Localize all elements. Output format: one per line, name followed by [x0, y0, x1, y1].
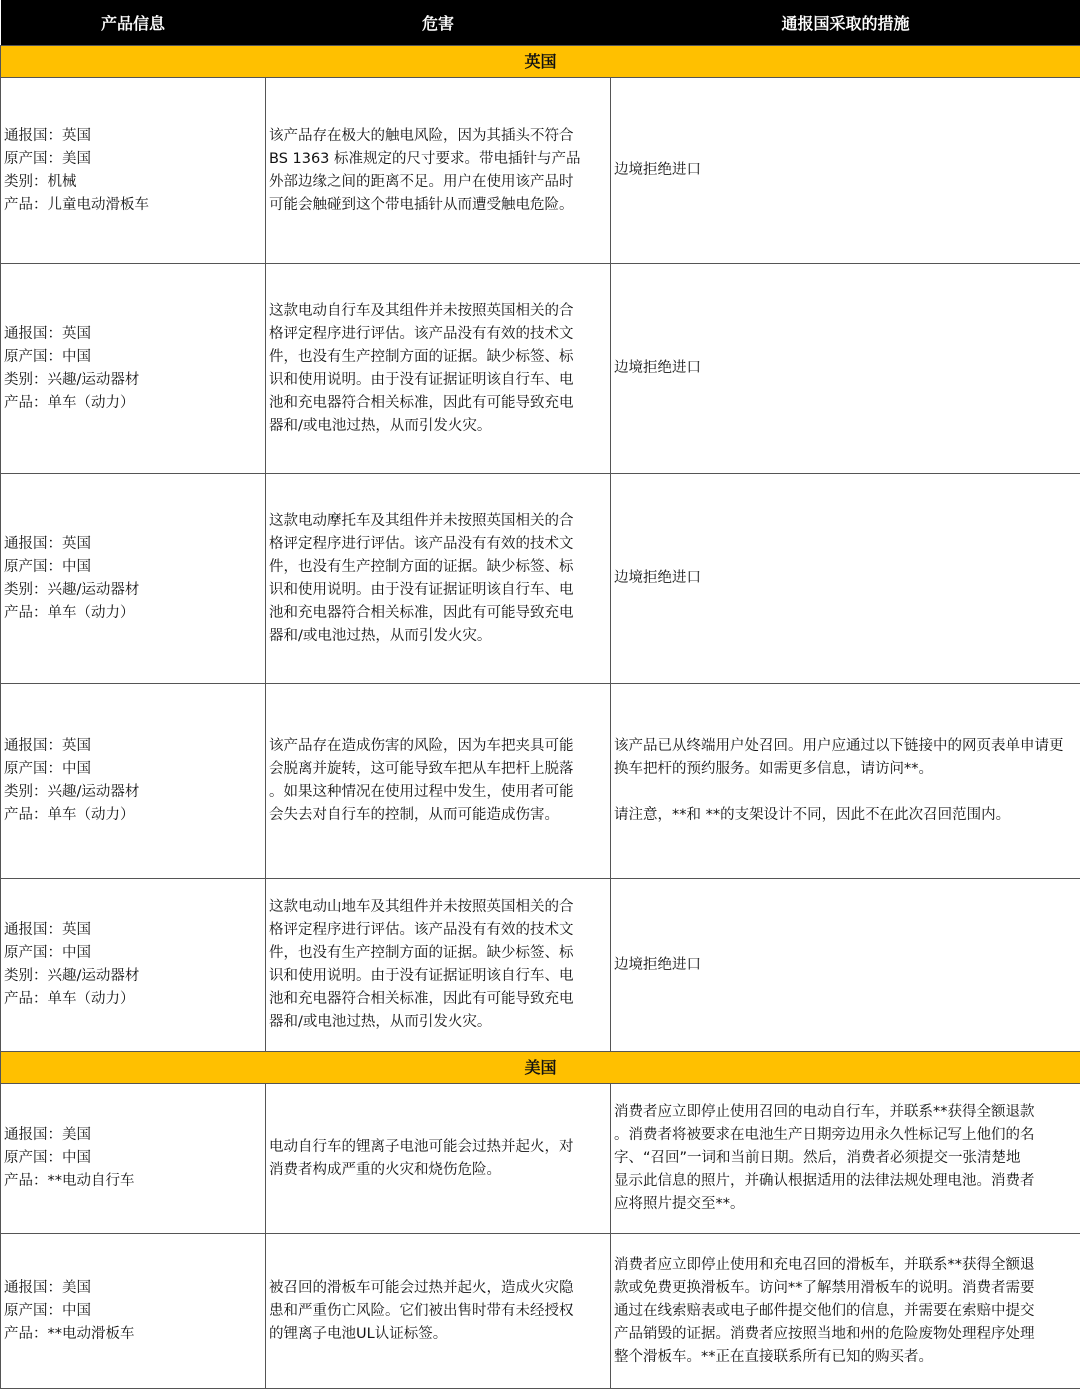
product-info-cell — [1, 879, 266, 1052]
measure-text: 边境拒绝进口 — [614, 956, 701, 973]
hazard-cell — [266, 264, 611, 474]
table-row — [1, 474, 1080, 684]
table-row — [1, 78, 1080, 264]
measures-cell — [611, 684, 1080, 879]
table-row — [1, 1084, 1080, 1234]
measure-text: 边境拒绝进口 — [614, 570, 701, 586]
notifying-country: 通报国：美国 — [4, 1279, 91, 1296]
hazard-cell — [266, 1084, 611, 1234]
measure-text: 该产品已从终端用户处召回。用户应通过以下链接中的网页表单申请更换车把杆的预约服务。如需更多信息，请访问**。 — [614, 738, 1064, 777]
product-info-cell — [1, 1234, 266, 1389]
product-info-cell — [1, 264, 266, 474]
notifying-country: 通报国：英国 — [4, 127, 91, 144]
measures-cell — [611, 264, 1080, 474]
hazard-text: 这款电动山地车及其组件并未按照英国相关的合 格评定程序进行评估。该产品没有有效的技术文 件，也没有生产控制方面的证据。缺少标签、标 识和使用说明。由于没有证据证明该自行车、电 池和充电器符合相关标准，因此有可能导致充电 器和/或电池过热，从而引发火灾。 — [269, 899, 574, 1030]
category: 类别：兴趣/运动器材 — [4, 968, 140, 984]
header-measures: 通报国采取的措施 — [611, 0, 1080, 46]
product-name: 产品：单车（动力） — [4, 991, 135, 1007]
notifying-country: 通报国：英国 — [4, 738, 91, 754]
hazard-cell — [266, 1234, 611, 1389]
product-name: 产品：单车（动力） — [4, 604, 135, 621]
measure-text: 消费者应立即停止使用召回的电动自行车，并联系**获得全额退款 。消费者将被要求在电池生产日期旁边用永久性标记写上他们的名 字、“召回”一词和当前日期。然后，消费者必须提交一张清楚地 显示此信息的照片，并确认根据适用的法律法规处理电池。消费者 应将照片提交至**。 — [614, 1104, 1035, 1212]
section-title: 美国 — [1, 1052, 1080, 1084]
table-header — [1, 0, 1080, 46]
product-name: 产品：儿童电动滑板车 — [4, 196, 149, 213]
hazard-text: 这款电动自行车及其组件并未按照英国相关的合 格评定程序进行评估。该产品没有有效的技术文 件，也没有生产控制方面的证据。缺少标签、标 识和使用说明。由于没有证据证明该自行车、电 池和充电器符合相关标准，因此有可能导致充电 器和/或电池过热，从而引发火灾。 — [269, 302, 574, 434]
origin-country: 原产国：中国 — [4, 945, 91, 961]
category: 类别：机械 — [4, 173, 77, 190]
notifying-country: 通报国：英国 — [4, 922, 91, 938]
product-info-cell — [1, 1084, 266, 1234]
hazard-text: 被召回的滑板车可能会过热并起火，造成火灾隐 患和严重伤亡风险。它们被出售时带有未经授权 的锂离子电池UL认证标签。 — [269, 1279, 574, 1342]
header-hazard: 危害 — [266, 0, 611, 46]
section-title: 英国 — [1, 46, 1080, 78]
measures-cell — [611, 1084, 1080, 1234]
hazard-cell — [266, 879, 611, 1052]
category: 类别：兴趣/运动器材 — [4, 784, 140, 800]
measure-text: 消费者应立即停止使用和充电召回的滑板车，并联系**获得全额退 款或免费更换滑板车。访问**了解禁用滑板车的说明。消费者需要 通过在线索赔表或电子邮件提交他们的信息，并需要在索赔中提交 产品销毁的证据。消费者应按照当地和州的危险废物处理程序处理 整个滑板车。**正在直接联系所有已知的购买者。 — [614, 1256, 1035, 1365]
category: 类别：兴趣/运动器材 — [4, 581, 140, 598]
category: 类别：兴趣/运动器材 — [4, 371, 140, 388]
origin-country: 原产国：中国 — [4, 348, 91, 365]
origin-country: 原产国：中国 — [4, 1302, 91, 1319]
hazard-text: 电动自行车的锂离子电池可能会过热并起火，对 消费者构成严重的火灾和烧伤危险。 — [269, 1138, 574, 1178]
hazard-cell — [266, 684, 611, 879]
product-name: 产品：**电动自行车 — [4, 1173, 135, 1189]
table-row — [1, 264, 1080, 474]
section-row-uk — [1, 46, 1080, 78]
measures-cell — [611, 78, 1080, 264]
origin-country: 原产国：美国 — [4, 150, 91, 167]
table-row — [1, 879, 1080, 1052]
hazard-cell — [266, 78, 611, 264]
section-row-us — [1, 1052, 1080, 1084]
measures-cell — [611, 1234, 1080, 1389]
product-info-cell — [1, 684, 266, 879]
table-row — [1, 1234, 1080, 1389]
hazard-text: 该产品存在造成伤害的风险，因为车把夹具可能 会脱离并旋转，这可能导致车把从车把杆上脱落 。如果这种情况在使用过程中发生，使用者可能 会失去对自行车的控制，从而可能造成伤害。 — [269, 738, 574, 823]
product-name: 产品：单车（动力） — [4, 394, 135, 411]
measure-note: 请注意，**和 **的支架设计不同，因此不在此次召回范围内。 — [614, 807, 1011, 823]
hazard-text: 该产品存在极大的触电风险，因为其插头不符合 BS 1363 标准规定的尺寸要求。带电插针与产品 外部边缘之间的距离不足。用户在使用该产品时 可能会触碰到这个带电插针从而遭受触电危险。 — [269, 127, 581, 213]
notifying-country: 通报国：美国 — [4, 1127, 91, 1143]
hazard-cell — [266, 474, 611, 684]
origin-country: 原产国：中国 — [4, 761, 91, 777]
table-row — [1, 684, 1080, 879]
product-info-cell — [1, 474, 266, 684]
measures-cell — [611, 879, 1080, 1052]
origin-country: 原产国：中国 — [4, 1150, 91, 1166]
measure-text: 边境拒绝进口 — [614, 360, 701, 376]
header-product-info: 产品信息 — [1, 0, 266, 46]
notifying-country: 通报国：英国 — [4, 325, 91, 342]
notifying-country: 通报国：英国 — [4, 535, 91, 552]
product-info-cell — [1, 78, 266, 264]
product-name: 产品：**电动滑板车 — [4, 1325, 135, 1342]
measures-cell — [611, 474, 1080, 684]
origin-country: 原产国：中国 — [4, 558, 91, 575]
hazard-text: 这款电动摩托车及其组件并未按照英国相关的合 格评定程序进行评估。该产品没有有效的技术文 件，也没有生产控制方面的证据。缺少标签、标 识和使用说明。由于没有证据证明该自行车、电 池和充电器符合相关标准，因此有可能导致充电 器和/或电池过热，从而引发火灾。 — [269, 512, 574, 644]
measure-text: 边境拒绝进口 — [614, 162, 701, 178]
product-name: 产品：单车（动力） — [4, 807, 135, 823]
